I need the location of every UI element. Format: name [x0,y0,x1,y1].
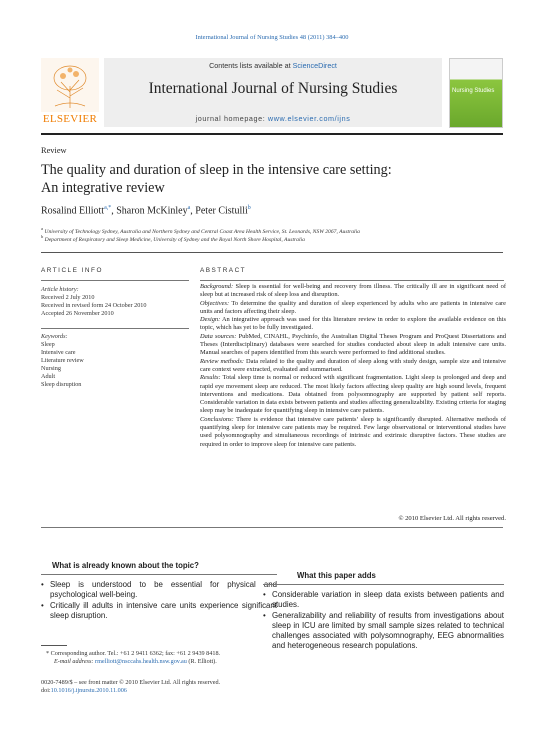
article-title-line-1: The quality and duration of sleep in the intensive care setting: [41,162,392,178]
publisher-name: ELSEVIER [42,113,98,125]
email-link[interactable]: rmelliott@nsccahs.health.nsw.gov.au [95,658,187,665]
adds-box-list [263,590,504,652]
contents-prefix: Contents lists available at [209,61,293,70]
known-box-list [41,580,277,621]
article-type: Review [41,146,67,155]
keywords-rule [41,328,189,329]
corresponding-text: Corresponding author. Tel.: +61 2 9411 6362; fax: +61 2 9439 8418. [50,650,221,657]
footnote-rule [41,645,67,646]
abstract-section-text: There is evidence that intensive care patients’ sleep is significantly disrupted. Alternative methods of quantifying sleep for intensive care patients may be required. Few large observational or interventional studies have used polysomnography and simultaneous recordings of intrinsic and extrinsic disruptive factors. These studies are required in order to improve sleep for intensive care patients. [200,415,507,448]
sciencedirect-link[interactable]: ScienceDirect [292,61,337,70]
author-name: Sharon McKinley [116,205,188,217]
abstract-section-label: Conclusions: [200,415,234,423]
article-info-heading: ARTICLE INFO [41,267,103,274]
journal-homepage-line [104,114,442,123]
abstract-data-sources [200,333,506,358]
email-label: E-mail address: [54,658,94,665]
abstract-section-label: Data sources: [200,332,237,340]
homepage-prefix: journal homepage: [195,114,268,123]
journal-title: International Journal of Nursing Studies [148,80,398,97]
doi-line [41,687,127,695]
known-box-heading: What is already known about the topic? [52,561,199,570]
adds-box-rule [263,584,504,585]
abstract-copyright: © 2010 Elsevier Ltd. All rights reserved. [398,515,506,522]
list-item: • Critically ill adults in intensive care units experience significant sleep disruption. [41,601,277,622]
doi-link[interactable]: 10.1016/j.ijnurstu.2010.11.006 [50,687,127,694]
abstract-body [200,283,506,449]
list-item: • Generalizability and reliability of results from investigations about sleep in ICU are limited by small sample sizes related to technical challenges associated with polysomnography, EEG abnormalities and heterogeneous research populations. [263,611,504,652]
adds-box-heading: What this paper adds [297,571,376,580]
list-item: • Considerable variation in sleep data exists between patients and studies. [263,590,504,611]
abstract-section-label: Design: [200,316,221,324]
abstract-section-text: PubMed, CINAHL, Psychinfo, the Australian Digital Theses Program and ProQuest Dissertations and Theses (Interdisciplinary) databases were searched for studies conducted about sleep in adult intensive care units. Manual searches of papers identified from this search were performed to find additional studies. [200,332,506,357]
article-title-line-2: An integrative review [41,180,165,196]
contents-available-line [104,61,442,70]
keyword: Adult [41,373,56,380]
journal-cover-text: Nursing Studies [452,88,495,94]
abstract-section-text: Total sleep time is normal or reduced with significant fragmentation. Light sleep is prolonged and deep and rapid eye movement sleep are reduced. The most likely factors affecting sleep quality are high sound levels, frequent interventions and medications. Data obtained from polysomnography are supported by patient self reports. Considerable variation in data exists between patients and studies affecting generalizability. Existing criteria for staging sleep may be inadequate for quantifying sleep in intensive care patients. [200,374,507,415]
email-suffix: (R. Elliott). [188,658,217,665]
author-affiliation-mark[interactable]: a,* [104,205,112,211]
running-journal-reference: International Journal of Nursing Studies 48 (2011) 384–400 [195,34,349,41]
history-accepted: Accepted 26 November 2010 [41,310,114,317]
issn-line: 0020-7489/$ – see front matter © 2010 Elsevier Ltd. All rights reserved. [41,679,221,686]
author-affiliation-mark[interactable]: b [247,205,251,211]
abstract-rule [200,280,504,281]
keywords-label: Keywords: [41,333,68,340]
homepage-link[interactable]: www.elsevier.com/ijns [267,114,351,123]
abstract-bottom-rule [41,527,503,528]
history-received: Received 2 July 2010 [41,294,95,301]
history-revised: Received in revised form 24 October 2010 [41,302,147,309]
abstract-section-label: Objectives: [200,299,230,307]
abstract-design [200,316,506,333]
keyword: Intensive care [41,349,76,356]
history-label: Article history: [41,286,79,293]
author-name: Peter Cistulli [195,205,248,217]
abstract-section-label: Results: [200,374,221,382]
article-info-rule [41,280,189,281]
author-affiliation-mark[interactable]: a [187,205,191,211]
keyword: Nursing [41,365,61,372]
affiliation-text: Department of Respiratory and Sleep Medicine, University of Sydney and the Royal North Shore Hospital, Australia [44,236,305,243]
abstract-conclusions [200,416,506,449]
affiliation-rule [41,252,503,253]
doi-prefix: doi: [41,687,51,694]
abstract-background [200,283,506,300]
email-note [54,658,217,666]
abstract-objectives [200,300,506,317]
affiliation-mark: b [41,234,44,239]
abstract-section-text: An integrative approach was used for this literature review in order to explore the available evidence on this topic, which has yet to be fully investigated. [200,316,506,332]
abstract-section-text: To determine the quality and duration of sleep experienced by adults who are patients in intensive care units and factors affecting their sleep. [200,299,507,315]
keyword: Literature review [41,357,84,364]
abstract-results [200,374,506,415]
author-list: Rosalind Elliott$^{a,*}$, Sharon McKinley$^a$, Peter Cistulli$^b$ [41,205,251,217]
affiliation-b [41,234,503,243]
abstract-heading: ABSTRACT [200,267,247,274]
abstract-section-label: Background: [200,283,234,290]
known-box-rule [41,574,277,575]
keyword: Sleep [41,341,55,348]
abstract-section-text: Data related to the quality and duration of sleep along with study design, sample size and intensive care context were extracted, evaluated and summarised. [200,357,506,373]
footnote-asterisk: * [46,650,50,657]
affiliation-mark: a [41,226,43,231]
abstract-section-label: Review methods: [200,357,244,365]
abstract-section-text: Sleep is essential for well-being and recovery from illness. The critically ill are in significant need of sleep but at increased risk of sleep loss and disruption. [200,283,506,299]
keyword: Sleep disruption [41,381,82,388]
list-item: • Sleep is understood to be essential for physical and psychological well-being. [41,580,277,601]
author-name: Rosalind Elliott [41,205,105,217]
article-title [41,161,481,197]
header-rule [41,133,503,135]
affiliation-text: University of Technology Sydney, Australia and Northern Sydney and Central Coast Area Health Service, St. Leonards, NSW 2067, Australia [44,228,360,235]
abstract-review-methods [200,358,506,375]
